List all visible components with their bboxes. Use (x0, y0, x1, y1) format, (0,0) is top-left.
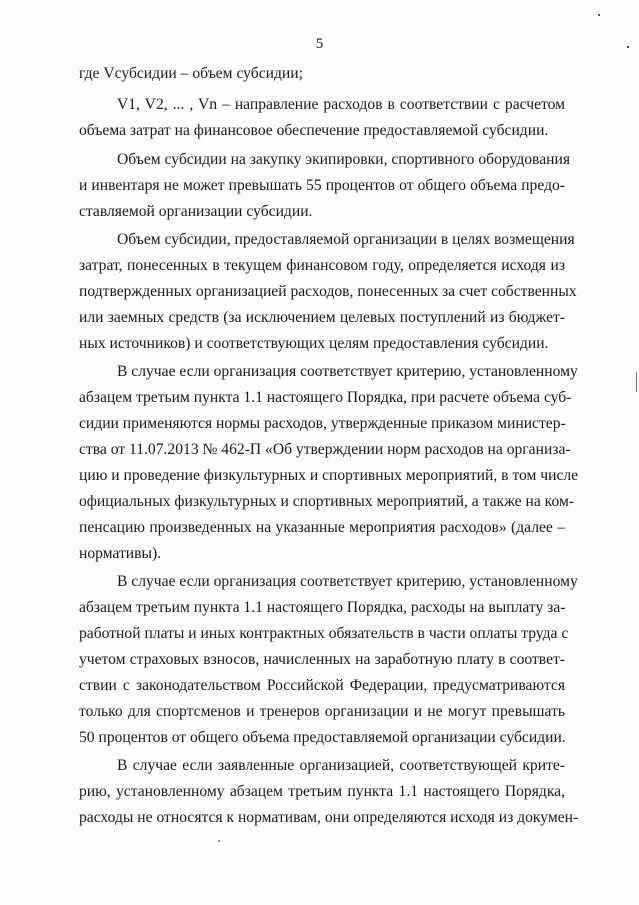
text-line: учетом страховых взносов, начисленных на заработную плату в соответ- (79, 651, 565, 668)
text-line: абзацем третьим пункта 1.1 настоящего Порядка, расходы на выплату за- (79, 599, 566, 616)
text-line: Объем субсидии на закупку экипировки, спортивного оборудования (117, 151, 570, 168)
text-line: абзацем третьим пункта 1.1 настоящего Порядка, при расчете объема суб- (79, 389, 572, 406)
text-line: только для спортсменов и тренеров организации и не могут превышать (79, 703, 565, 720)
text-line: ставляемой организации субсидии. (79, 203, 313, 220)
text-line: расходы не относятся к нормативам, они определяются исходя из докумен- (79, 809, 579, 826)
text-line: и инвентаря не может превышать 55 процентов от общего объема предо- (79, 177, 565, 194)
text-line: сидии применяются нормы расходов, утвержденные приказом министер- (79, 415, 566, 432)
scan-edge-mark (636, 372, 637, 392)
text-line: нормативы). (79, 545, 162, 562)
page-number: 5 (315, 36, 324, 52)
text-line: официальных физкультурных и спортивных мероприятий, а также на ком- (79, 493, 575, 510)
scan-speck (598, 14, 600, 16)
text-line: Объем субсидии, предоставляемой организации в целях возмещения (117, 231, 575, 248)
text-line: ства от 11.07.2013 № 462-П «Об утверждении норм расходов на организа- (79, 441, 571, 458)
text-line: ствии с законодательством Российской Федерации, предусматриваются (79, 677, 565, 694)
text-line: рию, установленному абзацем третьим пункта 1.1 настоящего Порядка, (79, 783, 565, 800)
text-line: объема затрат на финансовое обеспечение предоставляемой субсидии. (79, 122, 549, 139)
text-line: В случае если организация соответствует критерию, установленному (117, 363, 578, 380)
text-line: В случае если организация соответствует критерию, установленному (117, 573, 578, 590)
scan-speck (627, 46, 629, 48)
text-line: работной платы и иных контрактных обязательств в части оплаты труда с (79, 625, 569, 642)
text-line: В случае если заявленные организацией, соответствующей крите- (117, 757, 565, 774)
text-line: ных источников) и соответствующих целям предоставления субсидии. (79, 335, 549, 352)
scan-speck (218, 840, 220, 842)
text-line: V1, V2, ... , Vn – направление расходов в соответствии с расчетом (117, 96, 565, 113)
text-line: где Vсубсидии – объем субсидии; (79, 65, 303, 82)
text-line: затрат, понесенных в текущем финансовом году, определяется исходя из (79, 257, 565, 274)
text-line: подтвержденных организацией расходов, понесенных за счет собственных (79, 283, 577, 300)
text-line: или заемных средств (за исключением целевых поступлений из бюджет- (79, 309, 565, 326)
text-line: 50 процентов от общего объема предоставляемой организации субсидии. (79, 729, 566, 746)
text-line: пенсацию произведенных на указанные мероприятия расходов» (далее – (79, 519, 565, 536)
text-line: цию и проведение физкультурных и спортивных мероприятий, в том числе (79, 467, 579, 484)
